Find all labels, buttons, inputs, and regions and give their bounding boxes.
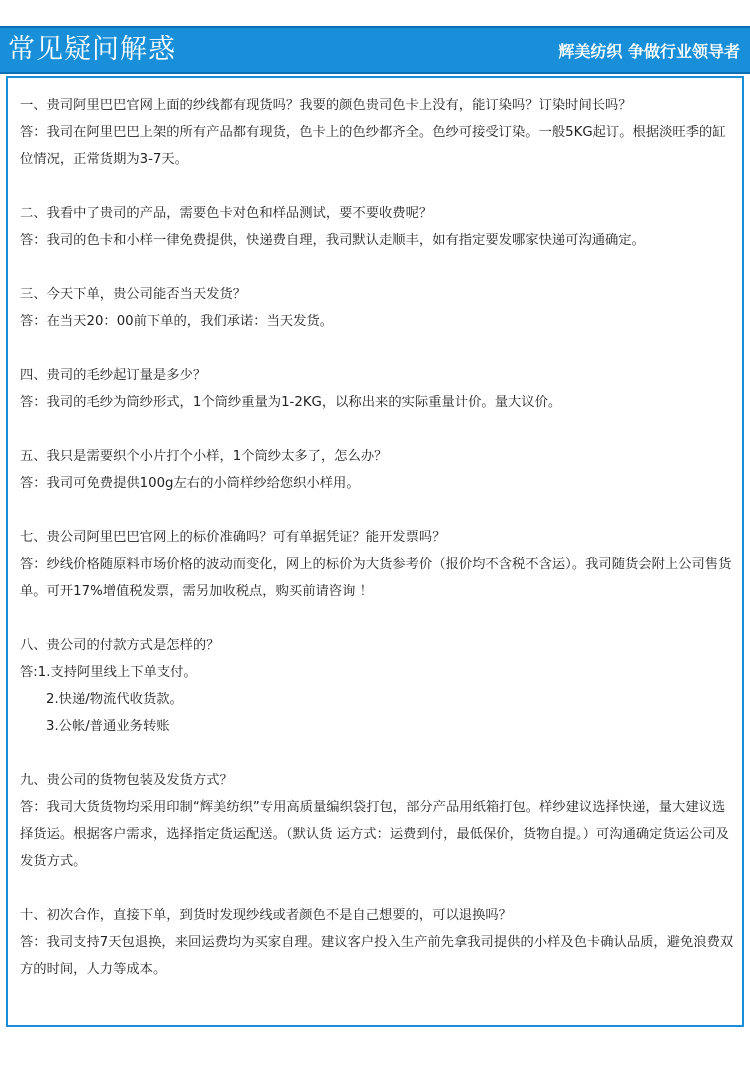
faq-item — [20, 281, 736, 335]
faq-answer: 答：我司大货货物均采用印制“辉美纺织”专用高质量编织袋打包，部分产品用纸箱打包。样纱建议选择快递，量大建议选择货运。根据客户需求，选择指定货运配送。（默认货 运方式：运费到付，最低保价，货物自提。）可沟通确定货运公司及发货方式。 — [20, 800, 729, 869]
faq-question: 五、我只是需要织个小片打个小样，1个筒纱太多了，怎么办？ — [20, 449, 388, 464]
faq-question: 九、贵公司的货物包装及发货方式？ — [20, 773, 233, 788]
faq-panel — [6, 76, 744, 1027]
faq-list — [20, 92, 736, 1010]
brand-slogan: 辉美纺织 争做行业领导者 — [558, 42, 740, 61]
faq-item — [20, 443, 736, 497]
faq-item — [20, 92, 736, 173]
faq-question: 十、初次合作，直接下单，到货时发现纱线或者颜色不是自己想要的，可以退换吗？ — [20, 908, 512, 923]
faq-item — [20, 200, 736, 254]
faq-answer: 答：在当天20：00前下单的，我们承诺：当天发货。 — [20, 314, 334, 329]
faq-item — [20, 524, 736, 605]
faq-answer-item: 3.公帐/普通业务转账 — [46, 719, 170, 734]
faq-question: 八、贵公司的付款方式是怎样的？ — [20, 638, 220, 653]
page-title: 常见疑问解惑 — [8, 34, 176, 65]
faq-item — [20, 362, 736, 416]
faq-item — [20, 767, 736, 875]
faq-item — [20, 632, 736, 740]
faq-answer: 答:1.支持阿里线上下单支付。 — [20, 665, 197, 680]
faq-answer: 答：我司的毛纱为筒纱形式，1个筒纱重量为1-2KG，以称出来的实际重量计价。量大议价。 — [20, 395, 562, 410]
faq-item — [20, 902, 736, 983]
faq-answer: 答：我司在阿里巴巴上架的所有产品都有现货，色卡上的色纱都齐全。色纱可接受订染。一般5KG起订。根据淡旺季的缸位情况，正常货期为3-7天。 — [20, 125, 726, 167]
faq-answer-item: 2.快递/物流代收货款。 — [46, 692, 183, 707]
faq-answer: 答：我司可免费提供100g左右的小筒样纱给您织小样用。 — [20, 476, 360, 491]
faq-answer: 答：纱线价格随原料市场价格的波动而变化，网上的标价为大货参考价（报价均不含税不含运）。我司随货会附上公司售货单。可开17%增值税发票，需另加收税点，购买前请咨询 ！ — [20, 557, 732, 599]
page-header — [0, 26, 750, 74]
faq-answer: 答：我司支持7天包退换，来回运费均为买家自理。建议客户投入生产前先拿我司提供的小样及色卡确认品质，避免浪费双方的时间，人力等成本。 — [20, 935, 734, 977]
faq-question: 七、贵公司阿里巴巴官网上的标价准确吗？可有单据凭证？能开发票吗？ — [20, 530, 446, 545]
faq-question: 一、贵司阿里巴巴官网上面的纱线都有现货吗？我要的颜色贵司色卡上没有，能订染吗？订染时间长吗？ — [20, 98, 632, 113]
faq-question: 四、贵司的毛纱起订量是多少？ — [20, 368, 207, 383]
faq-question: 三、今天下单，贵公司能否当天发货？ — [20, 287, 247, 302]
faq-answer: 答：我司的色卡和小样一律免费提供，快递费自理，我司默认走顺丰，如有指定要发哪家快递可沟通确定。 — [20, 233, 645, 248]
faq-question: 二、我看中了贵司的产品，需要色卡对色和样品测试，要不要收费呢？ — [20, 206, 433, 221]
